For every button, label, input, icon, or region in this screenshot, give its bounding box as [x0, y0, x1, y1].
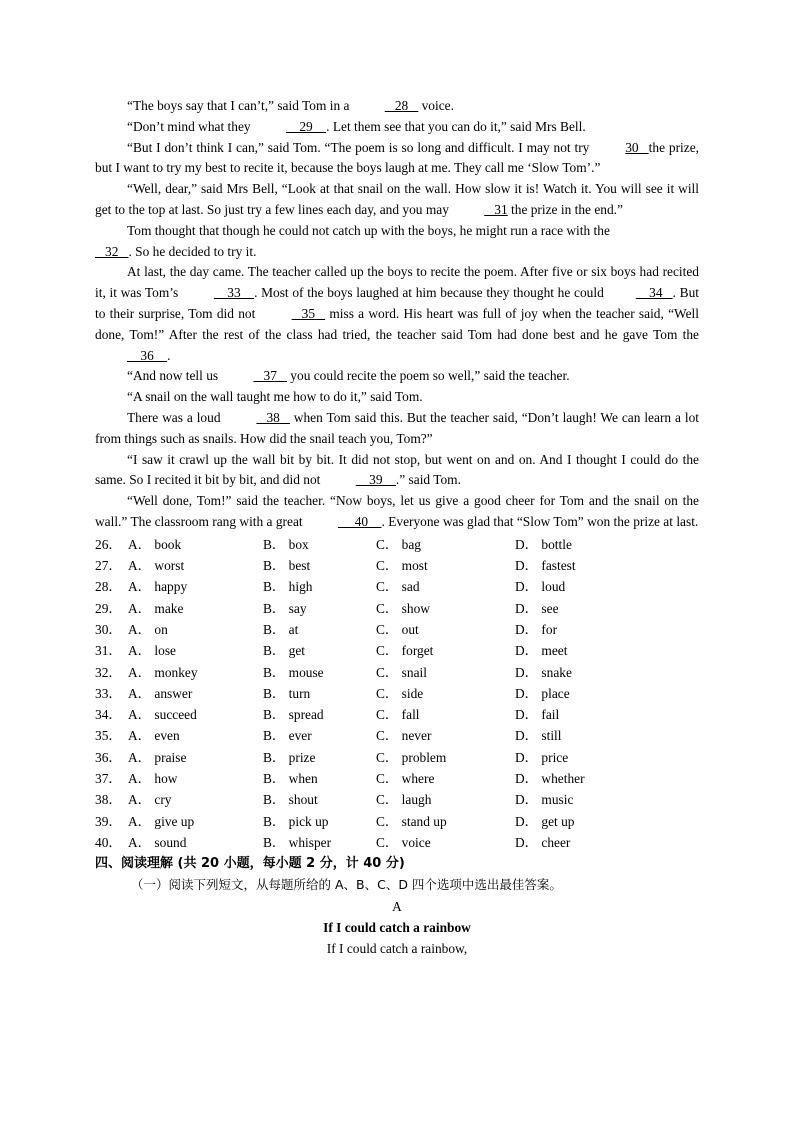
answer-blank: 29 [285, 118, 327, 134]
option-d: D． place [515, 685, 570, 701]
answer-blank: 40 [337, 513, 382, 529]
option-a: A． worst [128, 558, 185, 574]
question-number: 40． [95, 834, 122, 850]
passage-text: when Tom said this. But the teacher said, “Don’t laugh! We can learn a lot from things such as snails. How did the snail teach you, Tom?” [95, 409, 699, 446]
passage-text: At last, the day came. The teacher called up the boys to recite the poem. After five or six boys had recited it, it was Tom’s [95, 264, 699, 301]
option-c: C． sad [376, 579, 420, 595]
passage-text: “A snail on the wall taught me how to do it,” said Tom. [127, 389, 423, 405]
question-number: 26． [95, 536, 122, 552]
passage-text: There was a loud [127, 409, 225, 425]
option-c: C． never [376, 728, 432, 744]
option-b: B． say [263, 600, 307, 616]
question-number: 28． [95, 579, 122, 595]
option-row [95, 832, 699, 853]
option-b: B． high [263, 579, 313, 595]
question-number: 34． [95, 707, 122, 723]
option-d: D． loud [515, 579, 566, 595]
option-d: D． fail [515, 707, 560, 723]
passage-title: If I could catch a rainbow [323, 920, 471, 936]
option-a: A． succeed [128, 707, 197, 723]
passage-text: you could recite the poem so well,” said the teacher. [286, 368, 570, 384]
option-b: B． ever [263, 728, 312, 744]
option-c: C． problem [376, 749, 447, 765]
option-b: B． get [263, 643, 306, 659]
passage-text: “But I don’t think I can,” said Tom. “The poem is so long and difficult. I may not try [127, 139, 594, 155]
option-d: D． whether [515, 771, 585, 786]
passage-text: “Don’t mind what they [127, 118, 254, 134]
option-d: D． get up [515, 813, 575, 829]
option-d: D． cheer [515, 834, 571, 850]
exam-page [95, 96, 699, 959]
option-a: A． how [128, 771, 178, 786]
option-b: B． best [263, 558, 311, 574]
passage-paragraph [95, 408, 699, 450]
option-row [95, 704, 699, 725]
option-row [95, 811, 699, 832]
section-heading: 四、阅读理解 (共 20 小题，每小题 2 分，计 40 分) [95, 856, 405, 872]
answer-blank: 36 [127, 347, 168, 363]
question-number: 32． [95, 664, 122, 680]
passage-text: “Well, dear,” said Mrs Bell, “Look at that snail on the wall. How slow it is! Watch it. You will see it will get to the top at last. So just try a few lines each day, and you may [95, 181, 699, 217]
option-row [95, 640, 699, 661]
option-c: C． forget [376, 643, 434, 659]
answer-blank: 30 [625, 139, 649, 155]
question-number: 29． [95, 600, 122, 616]
option-a: A． book [128, 536, 182, 552]
option-a: A． on [128, 621, 168, 637]
option-row [95, 598, 699, 619]
passage-text: Tom thought that though he could not catch up with the boys, he might run a race with the [127, 222, 610, 238]
option-row [95, 725, 699, 746]
option-b: B． shout [263, 792, 318, 808]
question-number: 36． [95, 749, 122, 765]
option-c: C． out [376, 621, 419, 637]
passage-text: the prize, but I want to try my best to recite it, because the boys laugh at me. They call me ‘Slow Tom’.” [95, 139, 699, 176]
option-a: A． lose [128, 643, 176, 659]
option-row [95, 555, 699, 576]
passage-text: .” said Tom. [395, 472, 461, 488]
option-d: D． bottle [515, 536, 572, 552]
option-row [95, 662, 699, 683]
passage-paragraph [95, 387, 699, 408]
option-c: C． stand up [376, 813, 447, 829]
question-number: 37． [95, 771, 122, 786]
option-d: D． music [515, 792, 574, 808]
option-c: C． side [376, 685, 424, 701]
answer-blank: 39 [355, 472, 396, 488]
answer-blank: 35 [291, 305, 326, 321]
option-row [95, 747, 699, 768]
question-number: 39． [95, 813, 122, 829]
cloze-passage [95, 96, 699, 533]
option-d: D． fastest [515, 558, 576, 574]
answer-options [95, 534, 699, 853]
option-b: B． at [263, 621, 299, 637]
passage-paragraph [95, 221, 699, 242]
option-row [95, 683, 699, 704]
option-a: A． monkey [128, 664, 198, 680]
option-d: D． see [515, 600, 559, 616]
passage-paragraph [95, 179, 699, 221]
option-c: C． where [376, 771, 435, 786]
passage-paragraph [95, 242, 699, 263]
option-d: D． still [515, 728, 562, 744]
question-number: 30． [95, 621, 122, 637]
passage-text: “Well done, Tom!” said the teacher. “Now boys, let us give a good cheer for Tom and the snail on the wall.” The classroom rang with a great [95, 493, 699, 529]
question-number: 33． [95, 685, 122, 701]
option-c: C． show [376, 600, 430, 616]
passage-paragraph [95, 138, 699, 180]
option-b: B． whisper [263, 834, 332, 850]
answer-blank: 32 [95, 243, 129, 259]
passage-text: . Most of the boys laughed at him because they thought he could [254, 285, 604, 301]
option-b: B． pick up [263, 813, 329, 829]
passage-label: A [392, 899, 402, 915]
passage-paragraph [95, 366, 699, 387]
option-b: B． spread [263, 707, 324, 723]
question-number: 38． [95, 792, 122, 808]
passage-text: voice. [418, 98, 454, 113]
passage-text: “The boys say that I can’t,” said Tom in a [127, 98, 353, 113]
option-d: D． for [515, 621, 558, 637]
question-number: 35． [95, 728, 122, 744]
passage-text: . Let them see that you can do it,” said Mrs Bell. [326, 118, 586, 134]
option-row [95, 534, 699, 555]
option-a: A． give up [128, 813, 195, 829]
passage-text: . Everyone was glad that “Slow Tom” won the prize at last. [381, 513, 699, 529]
option-a: A． sound [128, 834, 187, 850]
passage-paragraph [95, 491, 699, 533]
option-b: B． prize [263, 749, 316, 765]
answer-blank: 34 [635, 285, 673, 301]
answer-blank: 28 [384, 98, 419, 113]
passage-text: the prize in the end.” [507, 201, 623, 217]
option-c: C． snail [376, 664, 427, 680]
passage-text: . But to their surprise, Tom did not [95, 285, 700, 321]
option-c: C． bag [376, 536, 422, 552]
option-b: B． when [263, 771, 318, 786]
option-a: A． praise [128, 749, 187, 765]
question-number: 27． [95, 558, 122, 574]
option-a: A． even [128, 728, 180, 744]
option-row [95, 576, 699, 597]
option-c: C． laugh [376, 792, 432, 808]
passage-text: . [167, 347, 171, 363]
option-row [95, 619, 699, 640]
option-row [95, 789, 699, 810]
answer-blank: 37 [253, 368, 287, 384]
option-a: A． happy [128, 579, 188, 595]
passage-text: miss a word. His heart was full of joy when the teacher said, “Well done, Tom!” After the rest of the class had tried, the teacher said Tom had done best and he gave Tom the [95, 305, 699, 342]
option-b: B． turn [263, 685, 311, 701]
option-c: C． voice [376, 834, 431, 850]
question-number: 31． [95, 643, 122, 659]
option-b: B． mouse [263, 664, 324, 680]
option-c: C． most [376, 558, 428, 574]
answer-blank: 38 [256, 409, 290, 425]
instruction-text: （一）阅读下列短文，从每题所给的 A、B、C、D 四个选项中选出最佳答案。 [131, 877, 562, 893]
option-b: B． box [263, 536, 309, 552]
passage-paragraph [95, 262, 699, 366]
passage-text: . So he decided to try it. [128, 243, 257, 259]
option-a: A． make [128, 600, 184, 616]
answer-blank: 33 [213, 285, 255, 301]
option-d: D． meet [515, 643, 568, 659]
passage-paragraph [95, 117, 699, 138]
option-row [95, 768, 699, 789]
option-c: C． fall [376, 707, 420, 723]
passage-paragraph [95, 96, 699, 117]
option-a: A． answer [128, 685, 193, 701]
option-d: D． price [515, 749, 569, 765]
poem-first-line: If I could catch a rainbow, [326, 941, 468, 957]
passage-text: “And now tell us [127, 368, 222, 384]
option-a: A． cry [128, 792, 172, 808]
answer-blank: 31 [484, 201, 508, 217]
option-d: D． snake [515, 664, 572, 680]
passage-paragraph [95, 450, 699, 492]
passage-text: “I saw it crawl up the wall bit by bit. It did not stop, but went on and on. And I thought I could do the same. So I recited it bit by bit, and did not [95, 451, 699, 488]
